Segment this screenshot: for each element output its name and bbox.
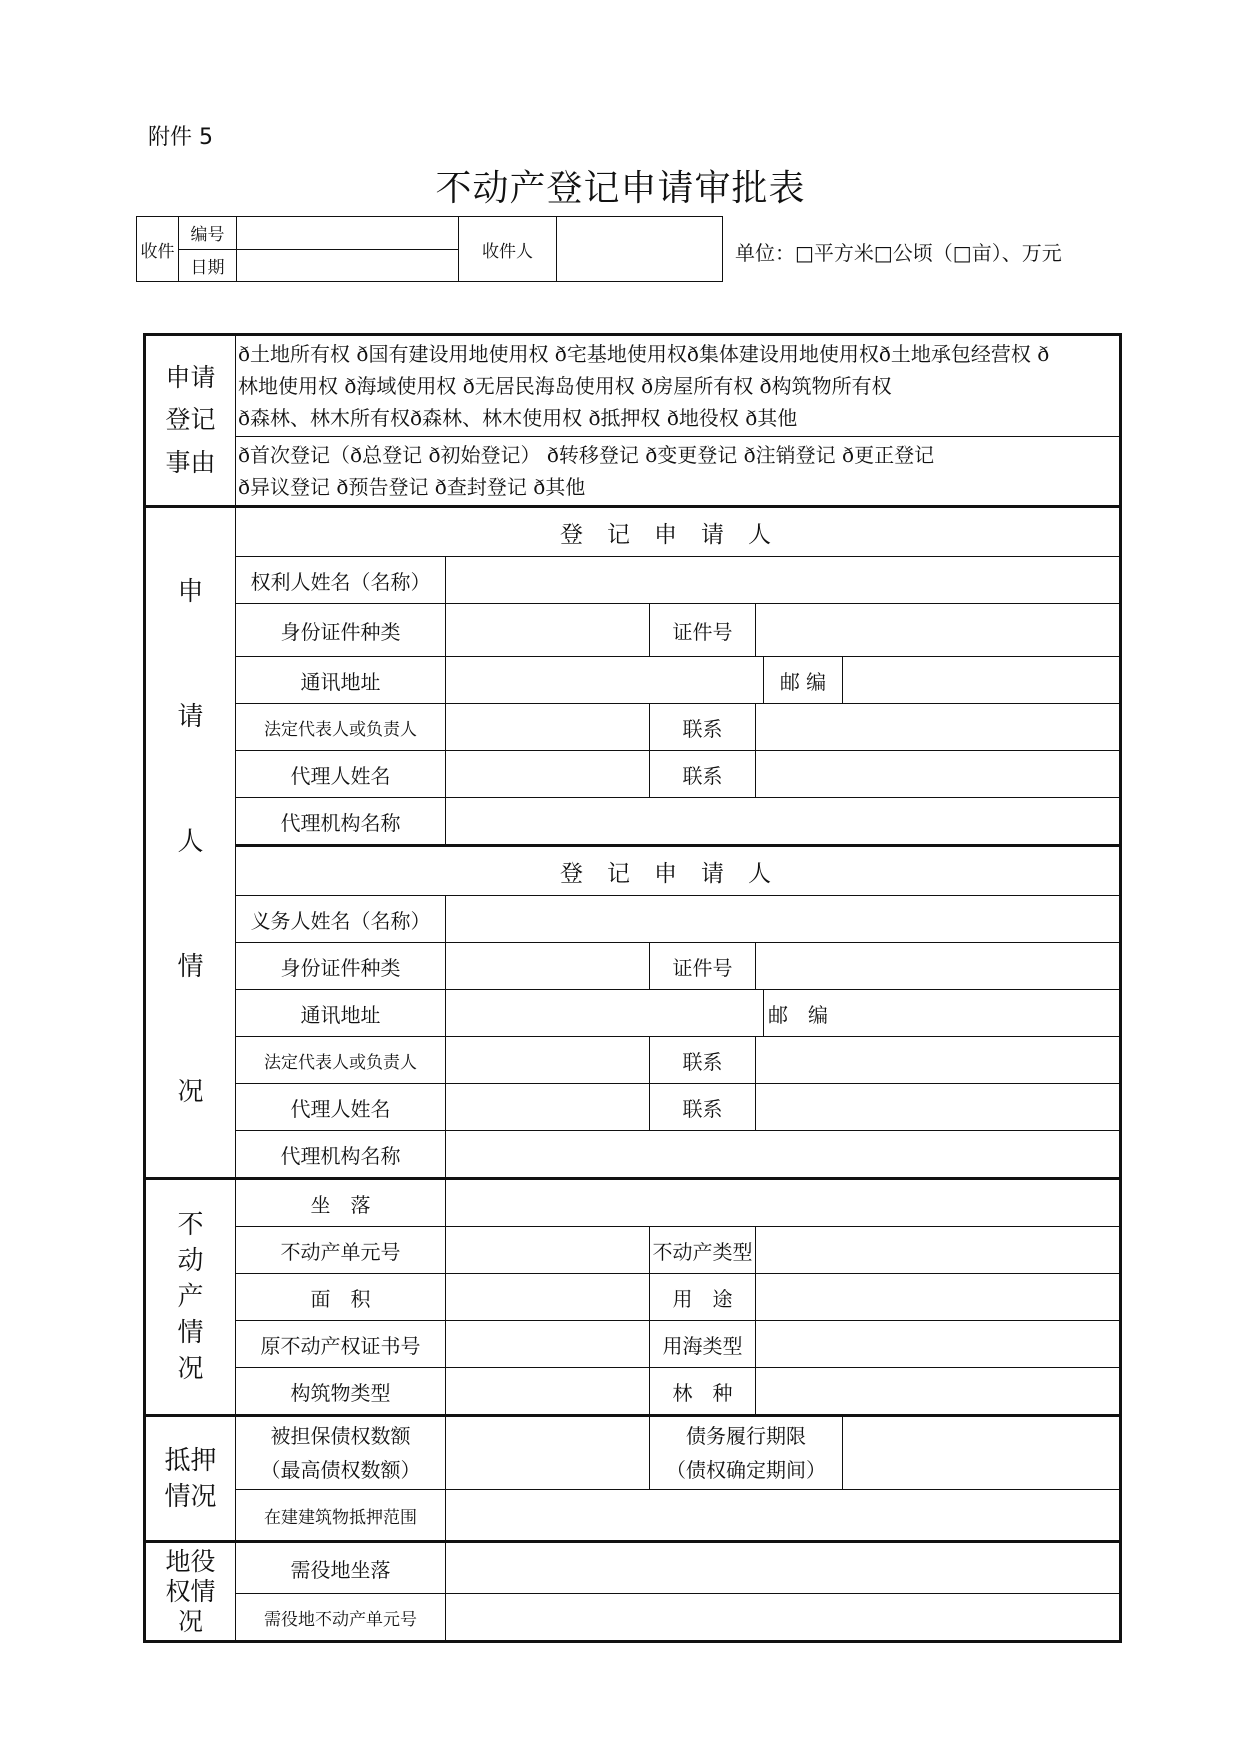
old-cert-no-label: 原不动产权证书号 — [236, 1321, 446, 1368]
obligor-id-type-label: 身份证件种类 — [236, 943, 446, 990]
obligor-agency-field[interactable] — [446, 1131, 1121, 1179]
property-area-label: 面 积 — [236, 1274, 446, 1321]
right-holder-group-header: 登记申请人 — [236, 507, 1121, 557]
sea-use-type-field[interactable] — [756, 1321, 1121, 1368]
easement-side-line: 况 — [177, 1606, 203, 1636]
reason-label-line: 申请 — [165, 362, 216, 392]
obligor-id-no-field[interactable] — [756, 943, 1121, 990]
dominant-land-unit-no-label: 需役地不动产单元号 — [236, 1594, 446, 1642]
forest-type-label: 林 种 — [650, 1368, 756, 1416]
receipt-date-field[interactable] — [237, 249, 459, 282]
obligor-agent-contact-label: 联系 — [650, 1084, 756, 1131]
obligor-name-field[interactable] — [446, 896, 1121, 943]
obligor-address-label: 通讯地址 — [236, 990, 446, 1037]
right-holder-id-type-field[interactable] — [446, 604, 650, 657]
easement-section-label — [145, 1542, 236, 1642]
receiver-field[interactable] — [557, 217, 723, 282]
property-area-field[interactable] — [446, 1274, 650, 1321]
construction-mortgage-scope-label: 在建建筑物抵押范围 — [236, 1490, 446, 1542]
structure-type-field[interactable] — [446, 1368, 650, 1416]
right-holder-agent-label: 代理人姓名 — [236, 751, 446, 798]
right-holder-agency-label: 代理机构名称 — [236, 798, 446, 846]
obligor-postcode-label: 邮 编 — [764, 990, 1121, 1037]
mortgage-side-line: 情况 — [164, 1481, 217, 1512]
applicant-side-char: 况 — [177, 1077, 204, 1107]
obligor-name-label: 义务人姓名（名称） — [236, 896, 446, 943]
unit-note: 单位：□平方米□公顷（□亩）、万元 — [735, 241, 1062, 265]
right-holder-contact-label: 联系 — [650, 704, 756, 751]
property-location-label: 坐 落 — [236, 1179, 446, 1227]
obligor-group-header: 登记申请人 — [236, 846, 1121, 896]
reason-label-line: 事由 — [165, 447, 216, 477]
right-holder-address-label: 通讯地址 — [236, 657, 446, 704]
receipt-table — [136, 216, 723, 282]
registration-option-line: ð异议登记 ð预告登记 ð查封登记 ð其他 — [238, 475, 586, 499]
application-table — [143, 333, 1122, 1643]
receiver-label: 收件人 — [459, 217, 557, 282]
reason-section-label — [145, 335, 236, 507]
applicant-section-label — [145, 507, 236, 1179]
obligor-agent-field[interactable] — [446, 1084, 650, 1131]
property-location-field[interactable] — [446, 1179, 1121, 1227]
property-side-char: 况 — [177, 1354, 204, 1384]
sea-use-type-label: 用海类型 — [650, 1321, 756, 1368]
property-section-label — [145, 1179, 236, 1416]
dominant-land-location-field[interactable] — [446, 1542, 1121, 1594]
form-title: 不动产登记申请审批表 — [435, 168, 806, 209]
dominant-land-location-label: 需役地坐落 — [236, 1542, 446, 1594]
secured-amount-label-line: 被担保债权数额 — [270, 1424, 411, 1448]
right-holder-postcode-label: 邮 编 — [764, 657, 843, 704]
dominant-land-unit-no-field[interactable] — [446, 1594, 1121, 1642]
property-use-field[interactable] — [756, 1274, 1121, 1321]
right-holder-name-field[interactable] — [446, 557, 1121, 604]
right-holder-postcode-field[interactable] — [843, 657, 1121, 704]
property-side-char: 产 — [177, 1282, 204, 1312]
obligor-id-type-field[interactable] — [446, 943, 650, 990]
secured-amount-label-line: （最高债权数额） — [260, 1458, 421, 1482]
property-side-char: 情 — [177, 1318, 204, 1348]
old-cert-no-field[interactable] — [446, 1321, 650, 1368]
right-holder-id-no-field[interactable] — [756, 604, 1121, 657]
mortgage-section-label — [145, 1416, 236, 1542]
receipt-date-label: 日期 — [179, 249, 237, 282]
right-holder-agent-contact-field[interactable] — [756, 751, 1121, 798]
applicant-side-char: 情 — [177, 952, 204, 982]
property-side-char: 动 — [177, 1246, 204, 1276]
right-option-line: 林地使用权 ð海域使用权 ð无居民海岛使用权 ð房屋所有权 ð构筑物所有权 — [238, 374, 892, 398]
obligor-id-no-label: 证件号 — [650, 943, 756, 990]
obligor-address-field[interactable] — [446, 990, 764, 1037]
easement-side-line: 权情 — [165, 1576, 216, 1606]
easement-side-line: 地役 — [165, 1546, 216, 1576]
property-side-char: 不 — [177, 1210, 204, 1240]
debt-term-label-line: 债务履行期限 — [686, 1424, 806, 1448]
debt-term-field[interactable] — [843, 1416, 1121, 1490]
receipt-number-label: 编号 — [179, 217, 237, 250]
right-type-options[interactable] — [236, 335, 1121, 437]
property-use-label: 用 途 — [650, 1274, 756, 1321]
right-option-line: ð土地所有权 ð国有建设用地使用权 ð宅基地使用权ð集体建设用地使用权ð土地承包经营权 ð — [238, 342, 1050, 366]
right-holder-contact-field[interactable] — [756, 704, 1121, 751]
obligor-contact-label: 联系 — [650, 1037, 756, 1084]
right-holder-legal-rep-field[interactable] — [446, 704, 650, 751]
applicant-side-char: 人 — [177, 827, 204, 857]
property-type-label: 不动产类型 — [650, 1227, 756, 1274]
secured-amount-label — [236, 1416, 446, 1490]
property-unit-no-field[interactable] — [446, 1227, 650, 1274]
obligor-agency-label: 代理机构名称 — [236, 1131, 446, 1179]
right-holder-id-type-label: 身份证件种类 — [236, 604, 446, 657]
debt-term-label — [650, 1416, 843, 1490]
reason-label-line: 登记 — [165, 405, 216, 435]
right-holder-legal-rep-label: 法定代表人或负责人 — [236, 704, 446, 751]
right-holder-agent-field[interactable] — [446, 751, 650, 798]
property-type-field[interactable] — [756, 1227, 1121, 1274]
applicant-side-char: 申 — [177, 577, 204, 607]
receipt-label: 收件 — [137, 217, 179, 282]
registration-option-line: ð首次登记（ð总登记 ð初始登记） ð转移登记 ð变更登记 ð注销登记 ð更正登记 — [238, 443, 935, 467]
right-holder-agent-contact-label: 联系 — [650, 751, 756, 798]
secured-amount-field[interactable] — [446, 1416, 650, 1490]
right-holder-address-field[interactable] — [446, 657, 764, 704]
right-holder-id-no-label: 证件号 — [650, 604, 756, 657]
obligor-legal-rep-label: 法定代表人或负责人 — [236, 1037, 446, 1084]
forest-type-field[interactable] — [756, 1368, 1121, 1416]
structure-type-label: 构筑物类型 — [236, 1368, 446, 1416]
debt-term-label-line: （债权确定期间） — [666, 1458, 826, 1482]
obligor-agent-contact-field[interactable] — [756, 1084, 1121, 1131]
property-unit-no-label: 不动产单元号 — [236, 1227, 446, 1274]
receipt-number-field[interactable] — [237, 217, 459, 250]
obligor-agent-label: 代理人姓名 — [236, 1084, 446, 1131]
construction-mortgage-scope-field[interactable] — [446, 1490, 1121, 1542]
applicant-side-char: 请 — [177, 702, 204, 732]
obligor-contact-field[interactable] — [756, 1037, 1121, 1084]
right-holder-agency-field[interactable] — [446, 798, 1121, 846]
obligor-legal-rep-field[interactable] — [446, 1037, 650, 1084]
right-option-line: ð森林、林木所有权ð森林、林木使用权 ð抵押权 ð地役权 ð其他 — [238, 406, 798, 430]
right-holder-name-label: 权利人姓名（名称） — [236, 557, 446, 604]
attachment-label: 附件 5 — [148, 125, 213, 150]
mortgage-side-line: 抵押 — [164, 1445, 217, 1476]
registration-type-options[interactable] — [236, 437, 1121, 507]
